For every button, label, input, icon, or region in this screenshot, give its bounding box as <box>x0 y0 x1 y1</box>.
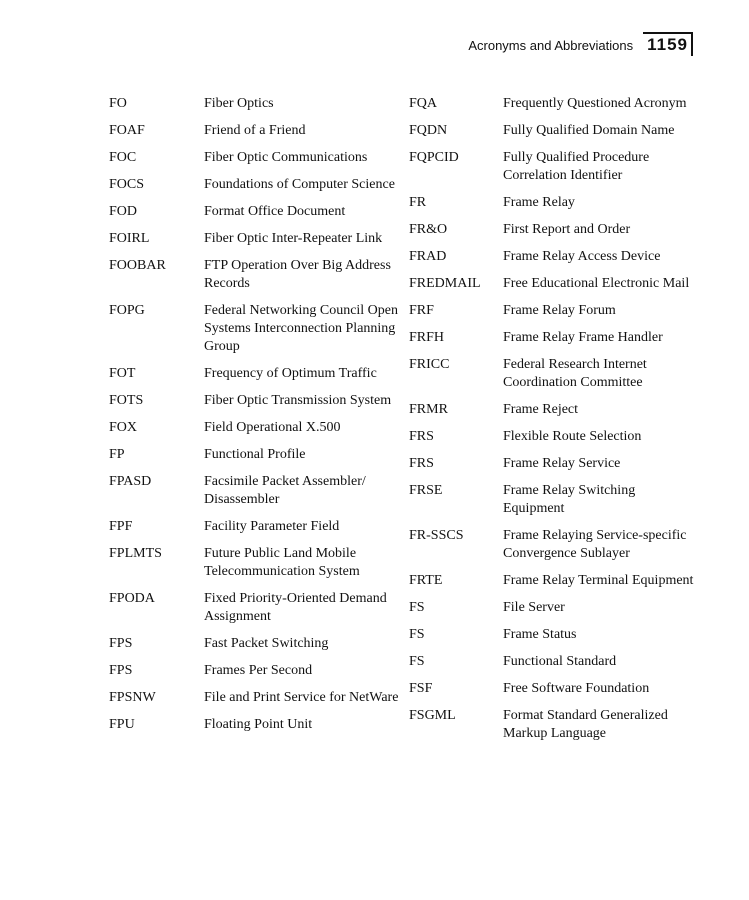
glossary-entry <box>409 356 699 392</box>
entry-acronym: FR <box>409 195 427 210</box>
entry-definition: Functional Standard <box>503 654 617 669</box>
header-title: Acronyms and Abbreviations <box>468 38 634 53</box>
glossary-entry <box>409 707 699 743</box>
entry-acronym: FOPG <box>109 303 145 318</box>
entry-acronym: FPLMTS <box>109 546 162 561</box>
glossary-entry <box>409 680 699 698</box>
entry-acronym: FRSE <box>409 483 443 498</box>
glossary-entry <box>409 302 699 320</box>
glossary-entry <box>109 302 399 356</box>
glossary-entry <box>109 635 399 653</box>
glossary-entry <box>109 203 399 221</box>
glossary-entry <box>109 590 399 626</box>
entry-definition: Floating Point Unit <box>204 717 313 732</box>
entry-acronym: FRICC <box>409 357 450 372</box>
glossary-entry <box>109 518 399 536</box>
entry-definition: Frame Status <box>503 627 577 642</box>
glossary-entry <box>409 527 699 563</box>
entry-acronym: FPS <box>109 636 133 651</box>
entry-definition: Fiber Optics <box>204 96 274 111</box>
glossary-entry <box>409 455 699 473</box>
entry-definition: Frequently Questioned Acronym <box>503 96 687 111</box>
entry-definition: Facsimile Packet Assembler/ Disassembler <box>204 474 366 507</box>
entry-definition: Frame Relay Service <box>503 456 621 471</box>
entry-definition: Frame Reject <box>503 402 579 417</box>
glossary-entry <box>409 599 699 617</box>
entry-definition: Foundations of Computer Science <box>204 177 395 192</box>
entry-acronym: FOCS <box>109 177 145 192</box>
entry-definition: Friend of a Friend <box>204 123 306 138</box>
entry-definition: Field Operational X.500 <box>204 420 341 435</box>
entry-acronym: FOIRL <box>109 231 150 246</box>
entry-acronym: FR&O <box>409 222 448 237</box>
glossary-entry <box>109 689 399 707</box>
glossary-entry <box>409 95 699 113</box>
glossary-entry <box>109 230 399 248</box>
entry-definition: Future Public Land Mobile Telecommunication System <box>204 546 360 579</box>
entry-definition: Functional Profile <box>204 447 306 462</box>
entry-acronym: FPS <box>109 663 133 678</box>
glossary-entry <box>409 653 699 671</box>
entry-definition: Fiber Optic Inter-Repeater Link <box>204 231 383 246</box>
entry-definition: Facility Parameter Field <box>204 519 340 534</box>
entry-acronym: FOX <box>109 420 138 435</box>
entry-definition: Free Software Foundation <box>503 681 650 696</box>
entry-definition: Frame Relay Terminal Equipment <box>503 573 694 588</box>
glossary-entry <box>409 329 699 347</box>
glossary-entry <box>109 419 399 437</box>
entry-acronym: FREDMAIL <box>409 276 481 291</box>
glossary-entry <box>409 275 699 293</box>
entry-acronym: FS <box>409 600 425 615</box>
left-column <box>109 95 399 743</box>
glossary-entry <box>109 662 399 680</box>
entry-acronym: FPSNW <box>109 690 156 705</box>
entry-definition: Fully Qualified Procedure Correlation Identifier <box>503 150 650 183</box>
entry-definition: File Server <box>503 600 565 615</box>
glossary-entry <box>109 545 399 581</box>
glossary-entry <box>409 149 699 185</box>
entry-acronym: FS <box>409 627 425 642</box>
entry-definition: Frame Relay Frame Handler <box>503 330 663 345</box>
entry-definition: Frame Relay Access Device <box>503 249 661 264</box>
entry-acronym: FOOBAR <box>109 258 166 273</box>
entry-acronym: FQPCID <box>409 150 459 165</box>
entry-acronym: FOAF <box>109 123 145 138</box>
entry-acronym: FQA <box>409 96 438 111</box>
glossary-entry <box>409 428 699 446</box>
glossary-entry <box>409 194 699 212</box>
glossary-entry <box>109 95 399 113</box>
glossary-entry <box>109 716 399 734</box>
entry-definition: Flexible Route Selection <box>503 429 642 444</box>
entry-acronym: FPF <box>109 519 133 534</box>
entry-definition: Frame Relaying Service-specific Convergence Sublayer <box>503 528 687 561</box>
glossary-entry <box>409 482 699 518</box>
glossary-entry <box>109 365 399 383</box>
glossary-entry <box>409 626 699 644</box>
entry-definition: FTP Operation Over Big Address Records <box>204 258 391 291</box>
glossary-entry <box>409 572 699 590</box>
glossary-entry <box>109 392 399 410</box>
entry-definition: Federal Research Internet Coordination Committee <box>503 357 647 390</box>
entry-acronym: FP <box>109 447 125 462</box>
entry-acronym: FRAD <box>409 249 447 264</box>
entry-definition: Free Educational Electronic Mail <box>503 276 690 291</box>
entry-acronym: FPODA <box>109 591 155 606</box>
entry-definition: Fast Packet Switching <box>204 636 329 651</box>
entry-acronym: FRS <box>409 429 434 444</box>
page-number: 1159 <box>643 32 693 56</box>
glossary-entry <box>109 122 399 140</box>
entry-acronym: FOTS <box>109 393 144 408</box>
glossary-entry <box>109 473 399 509</box>
glossary-entry <box>109 149 399 167</box>
entry-acronym: FPASD <box>109 474 152 489</box>
entry-definition: Fiber Optic Transmission System <box>204 393 392 408</box>
entry-definition: Frame Relay Forum <box>503 303 616 318</box>
glossary-entry <box>109 446 399 464</box>
glossary-entry <box>109 257 399 293</box>
entry-acronym: FRS <box>409 456 434 471</box>
entry-acronym: FOT <box>109 366 136 381</box>
entry-definition: Federal Networking Council Open Systems Interconnection Planning Group <box>204 303 399 354</box>
glossary-entry <box>409 122 699 140</box>
entry-acronym: FO <box>109 96 127 111</box>
entry-definition: File and Print Service for NetWare <box>204 690 399 705</box>
entry-acronym: FSF <box>409 681 433 696</box>
entry-definition: Frequency of Optimum Traffic <box>204 366 377 381</box>
entry-definition: Format Office Document <box>204 204 346 219</box>
entry-acronym: FQDN <box>409 123 448 138</box>
glossary-entry <box>409 401 699 419</box>
entry-acronym: FS <box>409 654 425 669</box>
entry-definition: Frame Relay Switching Equipment <box>503 483 636 516</box>
entry-acronym: FRF <box>409 303 434 318</box>
entry-acronym: FRTE <box>409 573 443 588</box>
entry-acronym: FPU <box>109 717 135 732</box>
entry-definition: Fully Qualified Domain Name <box>503 123 675 138</box>
entry-acronym: FRFH <box>409 330 445 345</box>
entry-definition: Fiber Optic Communications <box>204 150 368 165</box>
running-header <box>468 34 693 56</box>
entry-definition: Format Standard Generalized Markup Language <box>503 708 668 741</box>
entry-acronym: FSGML <box>409 708 456 723</box>
entry-acronym: FR-SSCS <box>409 528 464 543</box>
right-column <box>409 95 699 752</box>
entry-definition: First Report and Order <box>503 222 631 237</box>
entry-definition: Frame Relay <box>503 195 575 210</box>
glossary-entry <box>109 176 399 194</box>
glossary-entry <box>409 248 699 266</box>
entry-definition: Frames Per Second <box>204 663 313 678</box>
entry-acronym: FRMR <box>409 402 448 417</box>
glossary-entry <box>409 221 699 239</box>
entry-acronym: FOC <box>109 150 137 165</box>
entry-acronym: FOD <box>109 204 138 219</box>
entry-definition: Fixed Priority-Oriented Demand Assignment <box>204 591 387 624</box>
